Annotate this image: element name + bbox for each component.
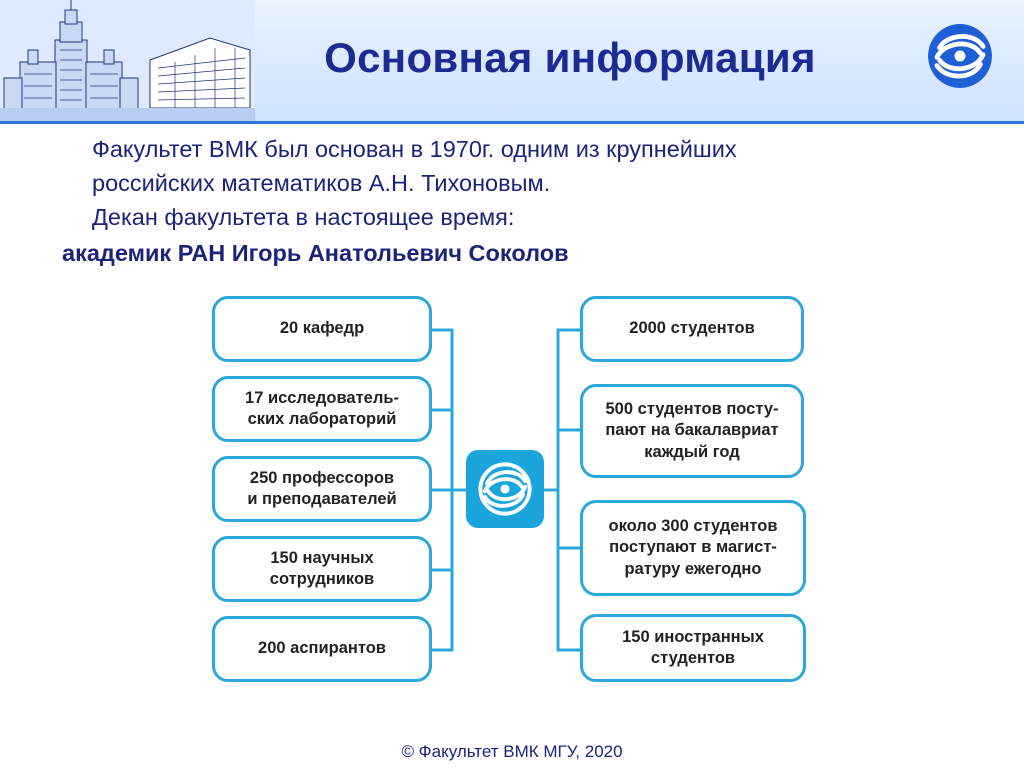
intro-line-3: Декан факультета в настоящее время: (92, 204, 515, 230)
stat-box-researchers: 150 научных сотрудников (212, 536, 432, 602)
stat-box-departments: 20 кафедр (212, 296, 432, 362)
footer-copyright: © Факультет ВМК МГУ, 2020 (401, 742, 623, 761)
faculty-logo-icon (477, 461, 533, 517)
center-logo-tile (466, 450, 544, 528)
dean-name: академик РАН Игорь Анатольевич Соколов (62, 240, 569, 266)
stat-box-students: 2000 студентов (580, 296, 804, 362)
intro-line-1: Факультет ВМК был основан в 1970г. одним из крупнейших (92, 136, 737, 162)
page-title: Основная информация (324, 34, 816, 81)
stat-box-laboratories: 17 исследователь- ских лабораторий (212, 376, 432, 442)
stat-box-bachelor-admission: 500 студентов посту- пают на бакалавриат каждый год (580, 384, 804, 478)
intro-line-2: российских математиков А.Н. Тихоновым. (92, 170, 551, 196)
stat-box-master-admission: около 300 студентов поступают в магист- ратуру ежегодно (580, 500, 806, 596)
stat-box-professors: 250 профессоров и преподавателей (212, 456, 432, 522)
stat-box-postgraduates: 200 аспирантов (212, 616, 432, 682)
stat-box-foreign-students: 150 иностранных студентов (580, 614, 806, 682)
